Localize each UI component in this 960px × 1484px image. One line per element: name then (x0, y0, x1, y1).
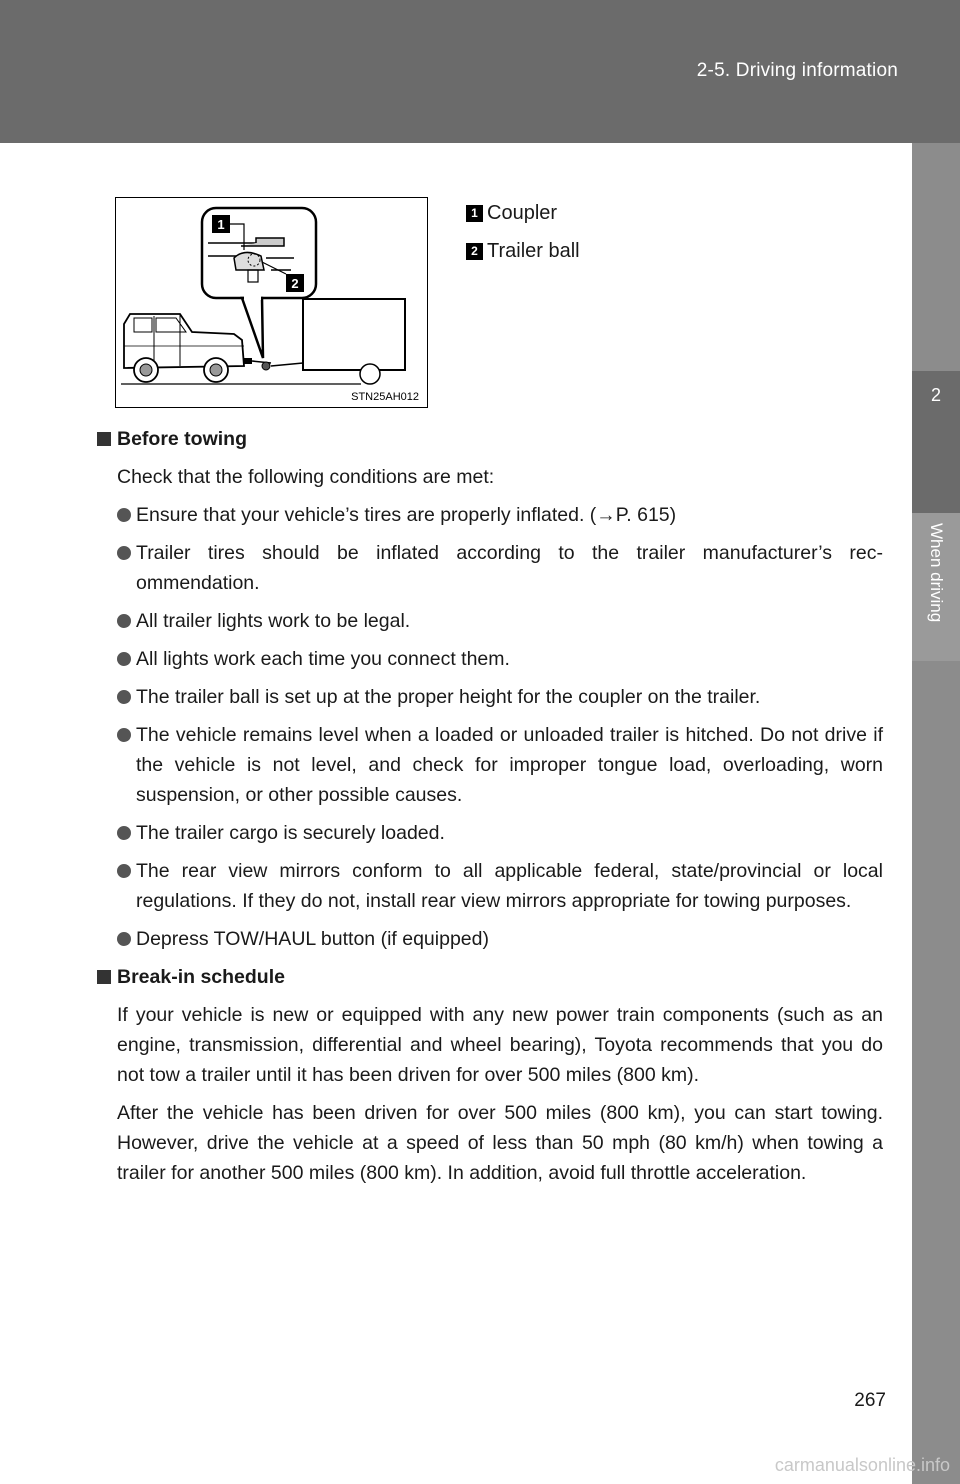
break-in-paragraph: After the vehicle has been driven for over 500 miles (800 km), you can start towing. However, drive the vehicle at a speed of less than 50 mph (80 km/h) when towing a trailer for another 500 miles (800 km). In addition, avoid full throttle acceleration. (117, 1102, 883, 1184)
circle-bullet-icon (117, 864, 131, 878)
list-item: The trailer cargo is securely loaded. (97, 818, 883, 848)
break-in-paragraph: If your vehicle is new or equipped with any new power train components (such as an engine, transmission, differential and wheel bearing), Toyota recommends that you do not tow a trailer until it has been driven for over 500 miles (800 km). (117, 1004, 883, 1086)
list-item: The trailer ball is set up at the proper height for the coupler on the trailer. (97, 682, 883, 712)
chapter-label: When driving (927, 523, 946, 623)
chapter-side-tab (912, 143, 960, 1484)
list-item: All trailer lights work to be legal. (97, 606, 883, 636)
truck-trailer-drawing (116, 198, 427, 407)
callout-pointer (242, 298, 263, 358)
before-towing-heading: Before towing (97, 424, 883, 454)
circle-bullet-icon (117, 932, 131, 946)
page-content (97, 424, 883, 1196)
break-in-heading: Break-in schedule (97, 962, 883, 992)
figure-code: STN25AH012 (351, 391, 419, 403)
chapter-number: 2 (930, 385, 941, 405)
section-title: 2-5. Driving information (696, 60, 898, 81)
legend-item-trailer-ball (466, 232, 580, 270)
legend-number-badge: 1 (466, 205, 483, 222)
list-item: Ensure that your vehicle’s tires are properly inflated. (→P. 615) (97, 500, 883, 530)
trailer-hitch-illustration (115, 197, 428, 408)
circle-bullet-icon (117, 508, 131, 522)
circle-bullet-icon (117, 614, 131, 628)
trailer-box (303, 299, 405, 370)
before-towing-intro: Check that the following conditions are met: (117, 466, 495, 488)
legend-label: Trailer ball (487, 239, 580, 262)
figure-legend (466, 194, 580, 270)
chapter-number-tab (912, 371, 960, 513)
list-item: The rear view mirrors conform to all applicable federal, state/provincial or local regulations. If they do not, install rear view mirrors appropriate for towing purposes. (97, 856, 883, 916)
list-item: Trailer tires should be inflated according to the trailer manufacturer’s rec-ommendation. (97, 538, 883, 598)
list-item: Depress TOW/HAUL button (if equipped) (97, 924, 883, 954)
legend-number-badge: 2 (466, 243, 483, 260)
circle-bullet-icon (117, 690, 131, 704)
trailer-wheel (360, 364, 380, 384)
circle-bullet-icon (117, 826, 131, 840)
square-bullet-icon (97, 432, 111, 446)
list-item: All lights work each time you connect them. (97, 644, 883, 674)
circle-bullet-icon (117, 546, 131, 560)
square-bullet-icon (97, 970, 111, 984)
callout-2-text: 2 (291, 276, 299, 291)
watermark: carmanualsonline.info (774, 1455, 950, 1475)
chapter-label-tab (912, 513, 960, 661)
page-number: 267 (854, 1390, 886, 1411)
callout-1-text: 1 (217, 217, 225, 232)
list-item: The vehicle remains level when a loaded or unloaded trailer is hitched. Do not drive if the vehicle is not level, and check for improper tongue load, overloading, worn suspension, or other possible causes. (97, 720, 883, 810)
circle-bullet-icon (117, 652, 131, 666)
legend-item-coupler (466, 194, 580, 232)
legend-label: Coupler (487, 201, 558, 224)
page-header (0, 0, 960, 143)
circle-bullet-icon (117, 728, 131, 742)
